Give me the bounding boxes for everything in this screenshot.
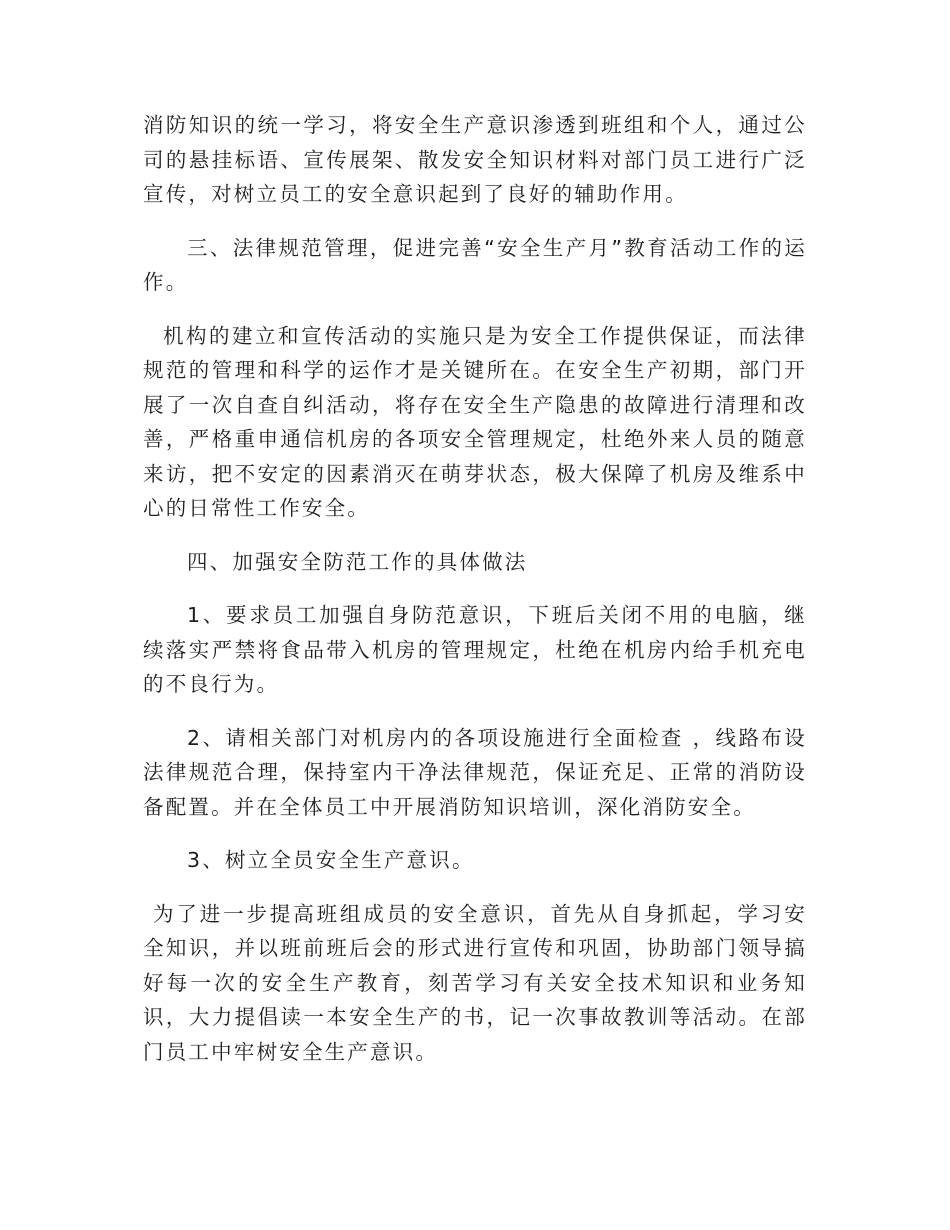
list-item-3: 3、树立全员安全生产意识。: [187, 848, 475, 872]
list-item-2: 2、请相关部门对机房内的各项设施进行全面检查 ，线路布设法律规范合理，保持室内干净法律规范，保证充足、正常的消防设备配置。并在全体员工中开展消防知识培训，深化消防安全。: [143, 725, 807, 819]
section-heading-3: 三、法律规范管理，促进完善“安全生产月”教育活动工作的运作。: [143, 235, 807, 294]
paragraph-continuation: 消防知识的统一学习，将安全生产意识渗透到班组和个人，通过公司的悬挂标语、宣传展架、散发安全知识材料对部门员工进行广泛宣传，对树立员工的安全意识起到了良好的辅助作用。: [143, 113, 807, 206]
section-heading-4: 四、加强安全防范工作的具体做法: [187, 549, 528, 574]
paragraph-awareness: 为了进一步提高班组成员的安全意识，首先从自身抓起，学习安全知识，并以班前班后会的形式进行宣传和巩固，协助部门领导搞好每一次的安全生产教育，刻苦学习有关安全技术知识和业务知识，大力提倡读一本安全生产的书，记一次事故教训等活动。在部门员工中牢树安全生产意识。: [143, 901, 807, 1064]
paragraph-management: 机构的建立和宣传活动的实施只是为安全工作提供保证，而法律规范的管理和科学的运作才是关键所在。在安全生产初期，部门开展了一次自查自纠活动，将存在安全生产隐患的故障进行清理和改善，严格重申通信机房的各项安全管理规定，杜绝外来人员的随意来访，把不安定的因素消灭在萌芽状态，极大保障了机房及维系中心的日常性工作安全。: [143, 323, 807, 520]
list-item-1: 1、要求员工加强自身防范意识，下班后关闭不用的电脑，继续落实严禁将食品带入机房的管理规定，杜绝在机房内给手机充电的不良行为。: [143, 603, 807, 696]
document-body: [143, 108, 807, 1088]
